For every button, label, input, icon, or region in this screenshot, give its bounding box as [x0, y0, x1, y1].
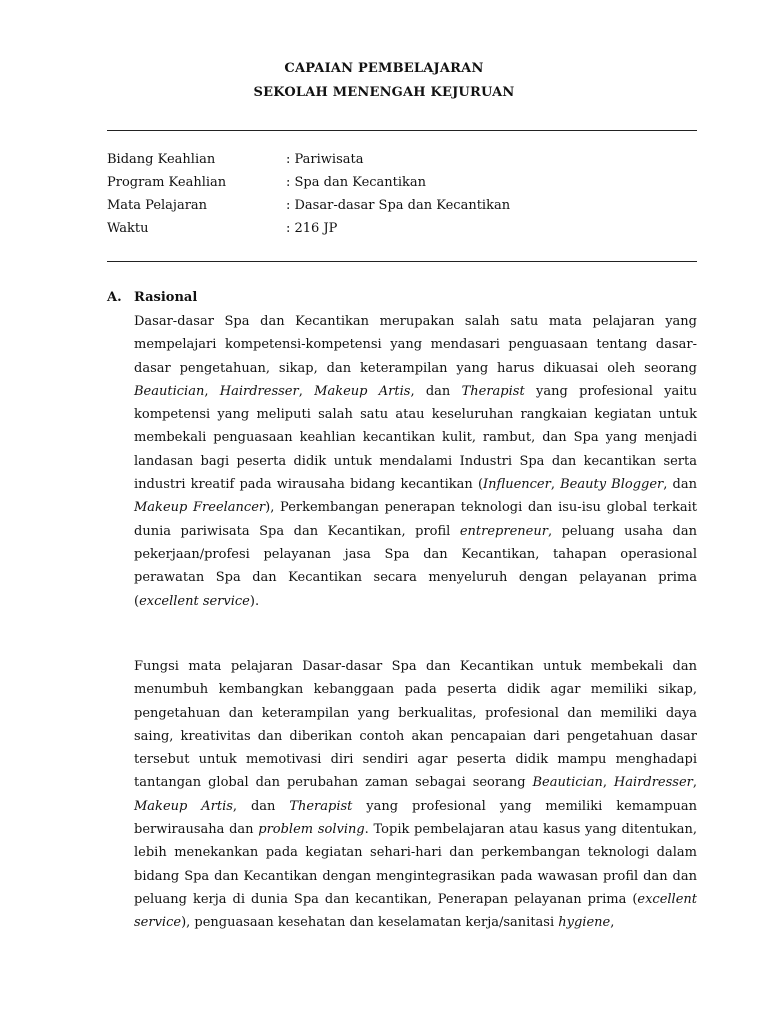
text-run: yang profesional yaitu kompetensi yang meliputi salah satu atau keseluruhan rangkaian kegiatan untuk membekali penguasaan keahlian kecantikan kulit, rambut, dan Spa yang menjadi landasan bagi peserta didik untuk mendalami Industri Spa dan kecantikan serta industri kreatif pada wirausaha bidang kecantikan (: [134, 383, 698, 493]
italic-term: Makeup Artis: [314, 383, 411, 399]
paragraph-rasional-1: [134, 310, 697, 613]
divider-bottom: [107, 261, 697, 262]
text-run: ,: [602, 775, 614, 791]
text-run: ,: [204, 383, 220, 399]
italic-term: problem solving: [258, 822, 365, 838]
text-run: , peluang usaha dan pekerjaan/profesi pelayanan jasa Spa dan Kecantikan, tahapan operasional perawatan Spa dan Kecantikan secara menyeluruh dengan pelayanan prima (: [134, 523, 697, 609]
italic-term: excellent service: [134, 891, 697, 931]
meta-value: : 216 JP: [286, 221, 338, 236]
meta-label: Mata Pelajaran: [107, 198, 208, 213]
text-run: ,: [692, 775, 698, 791]
meta-value: : Dasar-dasar Spa dan Kecantikan: [286, 198, 511, 213]
italic-term: Makeup Artis: [134, 798, 233, 814]
italic-term: hygiene: [558, 915, 611, 931]
text-run: ).: [249, 593, 260, 609]
meta-label: Waktu: [107, 221, 149, 236]
meta-value: : Pariwisata: [286, 152, 364, 167]
section-letter: A.: [107, 290, 122, 305]
italic-term: Hairdresser: [219, 383, 299, 399]
document-title: CAPAIAN PEMBELAJARAN: [284, 61, 484, 76]
text-run: , dan: [232, 798, 290, 814]
text-run: Dasar-dasar Spa dan Kecantikan merupakan salah satu mata pelajaran yang mempelajari kompetensi-kompetensi yang mendasari penguasaan tentang dasar-dasar pengetahuan, sikap, dan keterampilan yang harus dikuasai oleh seorang: [134, 314, 697, 376]
divider-top: [107, 130, 697, 131]
document-subtitle: SEKOLAH MENENGAH KEJURUAN: [253, 85, 515, 100]
italic-term: Beautician: [134, 383, 205, 399]
italic-term: Therapist: [461, 383, 525, 399]
italic-term: Therapist: [289, 798, 353, 814]
text-run: , dan: [663, 477, 697, 493]
text-run: . Topik pembelajaran atau kasus yang ditentukan, lebih menekankan pada kegiatan sehari-hari dan perkembangan teknologi dalam bidang Spa dan Kecantikan dengan mengintegrasikan pada wawasan profil dan dan peluang kerja di dunia Spa dan kecantikan, Penerapan pelayanan prima (: [134, 822, 697, 907]
italic-term: Beauty Blogger: [560, 477, 664, 493]
italic-term: excellent service: [139, 593, 250, 609]
italic-term: Makeup Freelancer: [134, 500, 266, 516]
text-run: Fungsi mata pelajaran Dasar-dasar Spa dan Kecantikan untuk membekali dan menumbuh kembangkan kebanggaan pada peserta didik agar memiliki sikap, pengetahuan dan keterampilan yang berkualitas, profesional dan memiliki daya saing, kreativitas dan diberikan contoh akan pencapaian dari pengetahuan dasar tersebut untuk memotivasi diri sendiri agar peserta didik mampu menghadapi tantangan global dan perubahan zaman sebagai seorang: [134, 659, 697, 791]
paragraph-rasional-2: [134, 655, 697, 935]
italic-term: Influencer: [483, 477, 551, 493]
italic-term: Beautician: [532, 775, 603, 791]
italic-term: entrepreneur: [459, 523, 548, 539]
meta-label: Bidang Keahlian: [107, 152, 216, 167]
text-run: ,: [550, 477, 561, 493]
text-run: yang profesional yang memiliki kemampuan berwirausaha dan: [134, 798, 697, 838]
text-run: , dan: [410, 383, 462, 399]
text-run: ), Perkembangan penerapan teknologi dan isu-isu global terkait dunia pariwisata Spa dan Kecantikan, profil: [134, 500, 697, 539]
meta-label: Program Keahlian: [107, 175, 227, 190]
text-run: ,: [610, 915, 615, 931]
text-run: ,: [298, 383, 315, 399]
section-title: Rasional: [134, 290, 198, 305]
italic-term: Hairdresser: [613, 775, 693, 791]
meta-value: : Spa dan Kecantikan: [286, 175, 427, 190]
text-run: ), penguasaan kesehatan dan keselamatan kerja/sanitasi: [181, 915, 559, 931]
